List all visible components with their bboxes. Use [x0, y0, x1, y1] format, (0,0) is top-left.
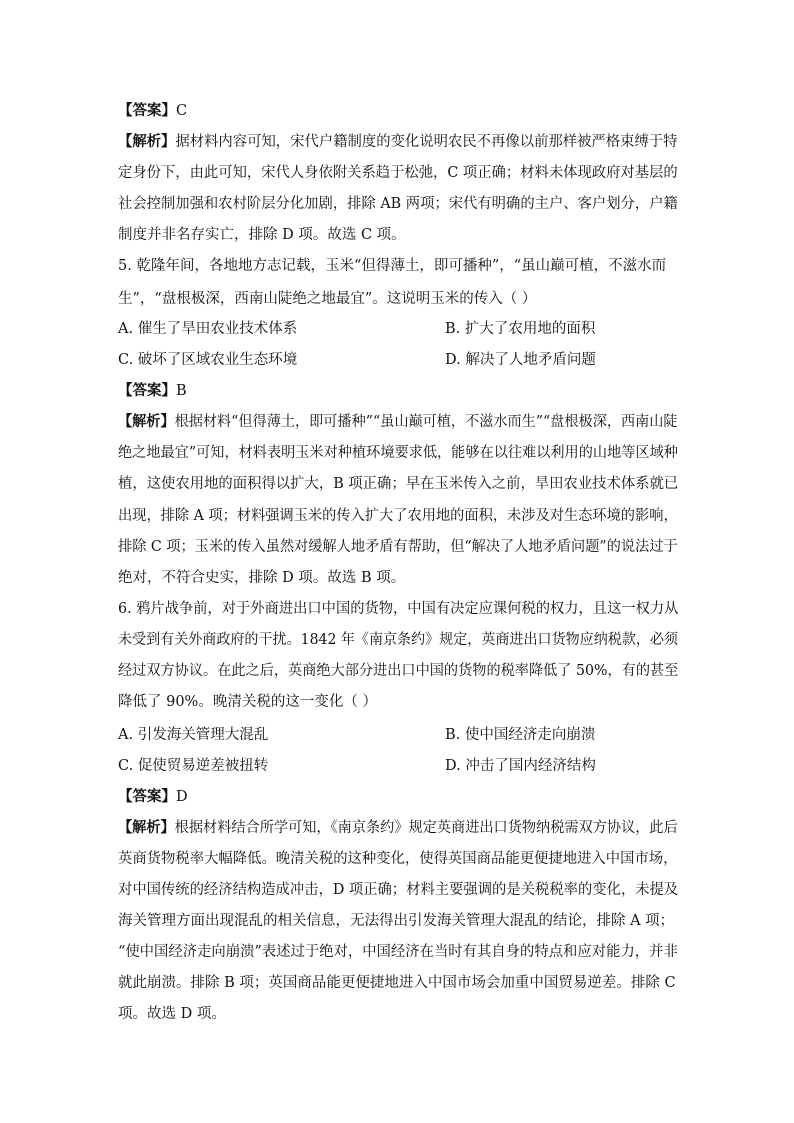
answer-label: 【答案】	[118, 102, 176, 119]
answer-value: D	[176, 789, 188, 805]
analysis-label: 【解析】	[118, 413, 175, 430]
q4-analysis-line: 定身份下，由此可知，宋代人身依附关系趋于松弛，C 项正确；材料未体现政府对基层的	[118, 165, 678, 181]
q5-stem-line: 5. 乾隆年间，各地地方志记载，玉米“但得薄土，即可播种”，“虽山巅可植，不滋水而	[118, 258, 667, 274]
q5-analysis-line: 植，这使农用地的面积得以扩大，B 项正确；早在玉米传入之前，旱田农业技术体系就已	[118, 476, 679, 492]
q6-answer	[118, 787, 188, 807]
analysis-text: 根据材料“但得薄土，即可播种”“虽山巅可植，不滋水而生”“盘根极深，西南山陡	[174, 414, 678, 430]
q6-analysis-line	[118, 818, 678, 838]
analysis-text: 根据材料结合所学可知，《南京条约》规定英商进出口货物纳税需双方协议，此后	[174, 820, 678, 836]
q5-analysis-line: 绝对，不符合史实，排除 D 项。故选 B 项。	[118, 570, 406, 586]
q5-option-d: D. 解决了人地矛盾问题	[445, 352, 596, 368]
q6-stem-line: 6. 鸦片战争前，对于外商进出口中国的货物，中国有决定应课何税的权力，且这一权力从	[118, 601, 679, 617]
q6-analysis-line: “使中国经济走向崩溃”表述过于绝对，中国经济在当时有其自身的特点和应对能力，并非	[118, 944, 678, 960]
q5-stem-line: 生”，“盘根极深，西南山陡绝之地最宜”。这说明玉米的传入（ ）	[118, 291, 537, 307]
answer-value: B	[176, 383, 187, 399]
q4-answer	[118, 101, 187, 121]
answer-label: 【答案】	[118, 382, 176, 399]
q6-analysis-line: 项。故选 D 项。	[118, 1006, 226, 1022]
answer-label: 【答案】	[118, 788, 176, 805]
q4-analysis-line: 制度并非名存实亡，排除 D 项。故选 C 项。	[118, 227, 406, 243]
q5-answer	[118, 381, 187, 401]
q6-stem-line: 降低了 90%。晚清关税的这一变化（ ）	[118, 694, 377, 710]
analysis-label: 【解析】	[118, 133, 176, 150]
analysis-text: 据材料内容可知，宋代户籍制度的变化说明农民不再像以前那样被严格束缚于特	[175, 134, 678, 150]
q6-option-d: D. 冲击了国内经济结构	[445, 758, 596, 774]
q5-analysis-line: 排除 C 项；玉米的传入虽然对缓解人地矛盾有帮助，但“解决了人地矛盾问题”的说法过于	[118, 539, 678, 555]
q6-stem-line: 未受到有关外商政府的干扰。1842 年《南京条约》规定，英商进出口货物应纳税款，必须	[118, 632, 679, 648]
q6-analysis-line: 海关管理方面出现混乱的相关信息，无法得出引发海关管理大混乱的结论，排除 A 项；	[118, 913, 675, 929]
answer-value: C	[176, 103, 188, 119]
q6-analysis-line: 就此崩溃。排除 B 项；英国商品能更便捷地进入中国市场会加重中国贸易逆差。排除 C	[118, 975, 676, 991]
q6-analysis-line: 英商货物税率大幅降低。晚清关税的这种变化，使得英国商品能更便捷地进入中国市场，	[118, 851, 678, 867]
q5-analysis-line: 出现，排除 A 项；材料强调玉米的传入扩大了农用地的面积，未涉及对生态环境的影响，	[118, 508, 678, 524]
q4-analysis-line	[118, 132, 678, 152]
q6-analysis-line: 对中国传统的经济结构造成冲击，D 项正确；材料主要强调的是关税税率的变化，未提及	[118, 882, 679, 898]
q6-stem-line: 经过双方协议。在此之后，英商绝大部分进出口中国的货物的税率降低了 50%，有的甚至	[118, 663, 679, 679]
q5-option-c: C. 破坏了区域农业生态环境	[118, 352, 298, 368]
q4-analysis-line: 社会控制加强和农村阶层分化加剧，排除 AB 两项；宋代有明确的主户、客户划分，户籍	[118, 196, 678, 212]
q5-analysis-line: 绝之地最宜”可知，材料表明玉米对种植环境要求低，能够在以往难以利用的山地等区域种	[118, 445, 678, 461]
q6-option-b: B. 使中国经济走向崩溃	[445, 727, 596, 743]
q5-option-b: B. 扩大了农用地的面积	[445, 321, 596, 337]
q6-option-c: C. 促使贸易逆差被扭转	[118, 758, 269, 774]
q5-option-a: A. 催生了旱田农业技术体系	[118, 321, 298, 337]
analysis-label: 【解析】	[118, 819, 175, 836]
q5-analysis-line	[118, 412, 678, 432]
q6-option-a: A. 引发海关管理大混乱	[118, 727, 269, 743]
